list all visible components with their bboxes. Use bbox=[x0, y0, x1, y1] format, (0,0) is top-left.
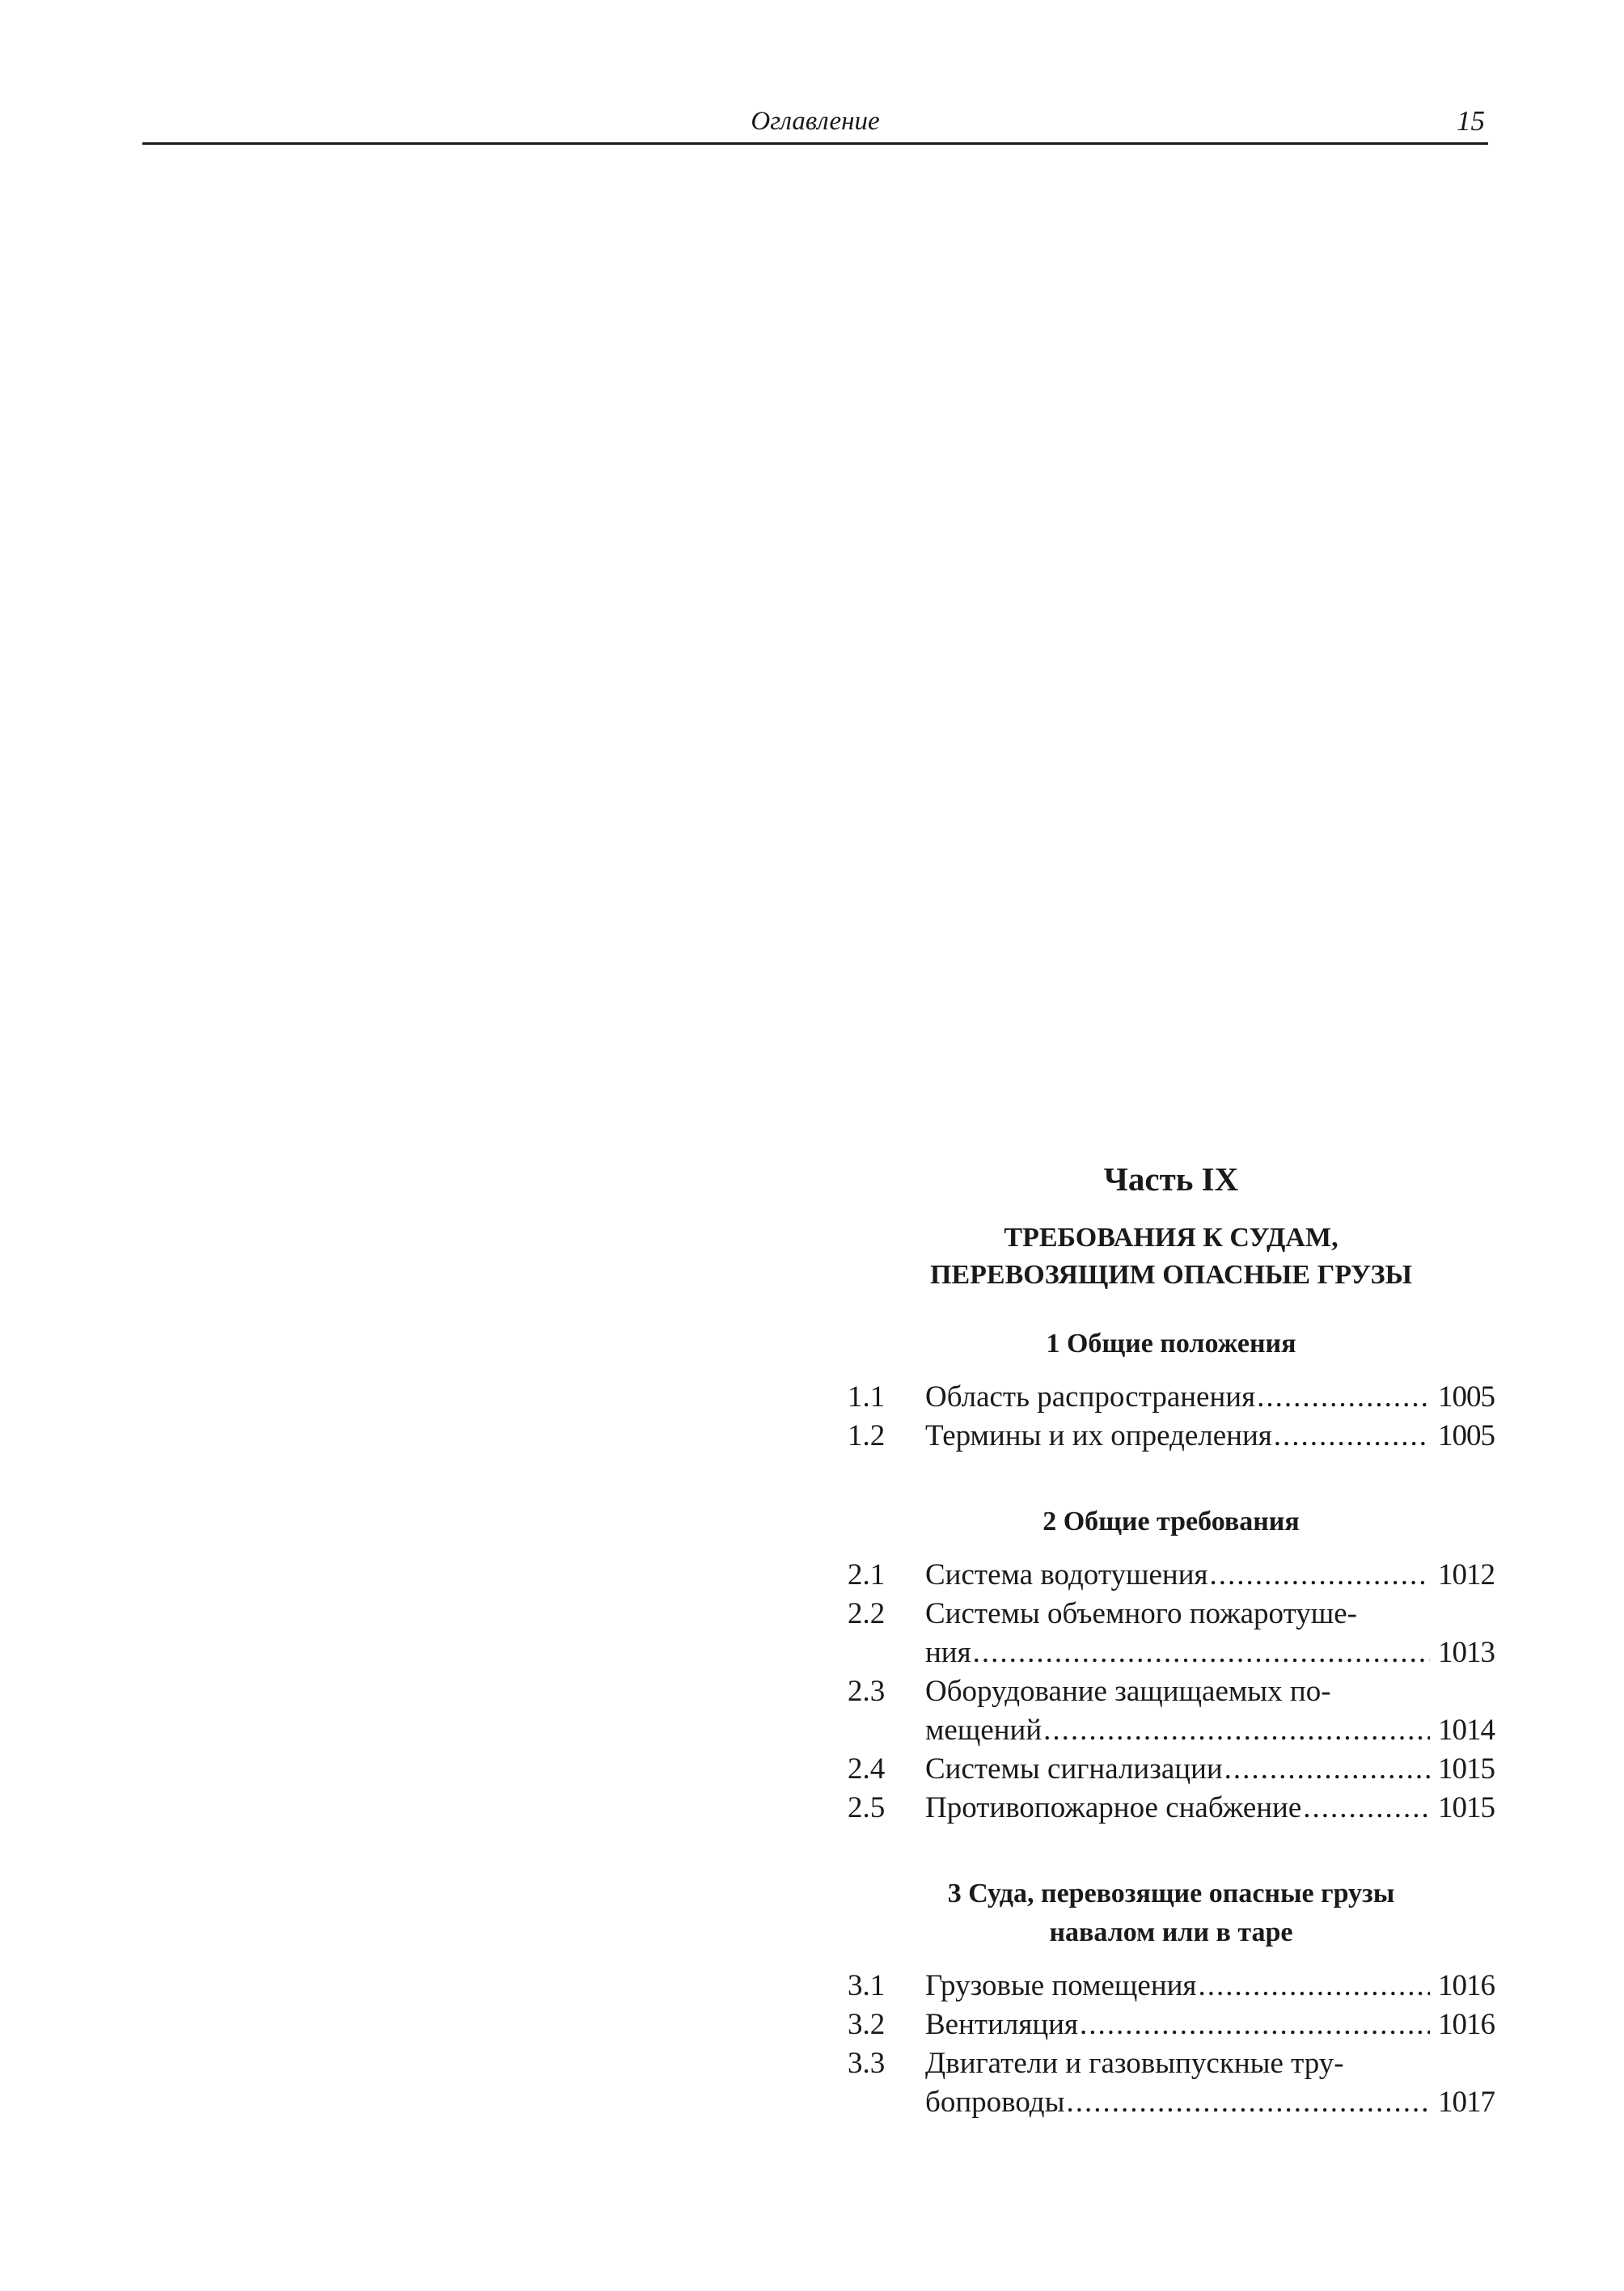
dot-leader bbox=[1224, 1750, 1430, 1789]
toc-entry-body bbox=[925, 1672, 1495, 1750]
dot-leader bbox=[973, 1634, 1430, 1672]
section-heading bbox=[848, 1503, 1495, 1541]
toc-entry-number: 2.1 bbox=[848, 1558, 886, 1591]
toc-entry-page: 1012 bbox=[1438, 1558, 1495, 1591]
toc-entry[interactable] bbox=[848, 1967, 1495, 2006]
toc-entry[interactable] bbox=[848, 1750, 1495, 1789]
toc-entry-line bbox=[925, 1789, 1495, 1828]
part-title: Часть IX bbox=[1103, 1160, 1239, 1198]
toc-entry[interactable] bbox=[848, 1595, 1495, 1672]
toc-entry-line bbox=[925, 1595, 1495, 1634]
toc-entry-line bbox=[925, 1556, 1495, 1595]
toc-entry-number: 3.2 bbox=[848, 2008, 886, 2041]
toc-entry-body bbox=[925, 1789, 1495, 1828]
dot-leader bbox=[1274, 1417, 1430, 1456]
section-heading bbox=[848, 1325, 1495, 1363]
toc-entry-list bbox=[848, 1967, 1495, 2122]
toc-entry-number: 2.4 bbox=[848, 1752, 886, 1786]
toc-entry-title: Вентиляция bbox=[925, 2008, 1078, 2041]
dot-leader bbox=[1303, 1789, 1430, 1828]
toc-entry[interactable] bbox=[848, 1672, 1495, 1750]
toc-entry-body bbox=[925, 1417, 1495, 1456]
toc-entry-page: 1005 bbox=[1438, 1419, 1495, 1452]
toc-entry-line bbox=[925, 1417, 1495, 1456]
toc-entry-line bbox=[925, 1750, 1495, 1789]
toc-entry-title: Оборудование защищаемых по- bbox=[925, 1675, 1331, 1708]
toc-entry[interactable] bbox=[848, 1417, 1495, 1456]
toc-entry-title: Область распространения bbox=[925, 1380, 1256, 1414]
toc-entry-body bbox=[925, 2044, 1495, 2122]
toc-entry[interactable] bbox=[848, 1789, 1495, 1828]
toc-entry-page: 1016 bbox=[1438, 1969, 1495, 2002]
toc-entry-number: 1.1 bbox=[848, 1380, 886, 1414]
toc-sections bbox=[848, 1325, 1495, 2122]
toc-entry-number: 2.2 bbox=[848, 1597, 886, 1630]
toc-entry-title: Системы сигнализации bbox=[925, 1752, 1223, 1786]
toc-entry-line bbox=[925, 1378, 1495, 1417]
toc-entry-body bbox=[925, 1750, 1495, 1789]
toc-entry-body bbox=[925, 1967, 1495, 2006]
toc-entry-line bbox=[925, 2044, 1495, 2083]
table-of-contents bbox=[848, 1158, 1495, 2169]
toc-entry-number: 3.3 bbox=[848, 2047, 886, 2080]
toc-entry-body bbox=[925, 2006, 1495, 2044]
toc-entry-page: 1015 bbox=[1438, 1791, 1495, 1824]
toc-entry[interactable] bbox=[848, 1378, 1495, 1417]
toc-entry-title: Система водотушения bbox=[925, 1558, 1208, 1591]
toc-entry-title: Грузовые помещения bbox=[925, 1969, 1197, 2002]
part-subtitle bbox=[848, 1219, 1495, 1294]
toc-entry-line bbox=[925, 2006, 1495, 2044]
section-heading-line: 1 Общие положения bbox=[1046, 1329, 1296, 1359]
toc-entry-line bbox=[925, 2083, 1495, 2122]
toc-entry[interactable] bbox=[848, 2006, 1495, 2044]
toc-entry-title: Противопожарное снабжение bbox=[925, 1791, 1302, 1824]
toc-entry[interactable] bbox=[848, 2044, 1495, 2122]
section-heading-line: 3 Суда, перевозящие опасные грузы bbox=[947, 1879, 1395, 1908]
section-heading-line: 2 Общие требования bbox=[1042, 1507, 1300, 1536]
toc-entry-page: 1015 bbox=[1438, 1752, 1495, 1786]
running-title: Оглавление bbox=[751, 107, 880, 136]
toc-entry-line bbox=[925, 1672, 1495, 1711]
toc-entry-title: Двигатели и газовыпускные тру- bbox=[925, 2047, 1344, 2080]
toc-entry-body bbox=[925, 1556, 1495, 1595]
toc-entry-title: бопроводы bbox=[925, 2086, 1065, 2119]
toc-entry-title: мещений bbox=[925, 1714, 1042, 1747]
toc-entry-body bbox=[925, 1595, 1495, 1672]
toc-entry-line bbox=[925, 1711, 1495, 1750]
toc-entry-line bbox=[925, 1967, 1495, 2006]
dot-leader bbox=[1066, 2083, 1430, 2122]
part-subtitle-line: ПЕРЕВОЗЯЩИМ ОПАСНЫЕ ГРУЗЫ bbox=[930, 1260, 1412, 1290]
toc-entry-number: 2.5 bbox=[848, 1791, 886, 1824]
toc-entry-list bbox=[848, 1556, 1495, 1828]
dot-leader bbox=[1257, 1378, 1430, 1417]
dot-leader bbox=[1043, 1711, 1430, 1750]
dot-leader bbox=[1210, 1556, 1430, 1595]
running-header bbox=[142, 104, 1488, 145]
toc-entry-page: 1016 bbox=[1438, 2008, 1495, 2041]
toc-entry-body bbox=[925, 1378, 1495, 1417]
dot-leader bbox=[1198, 1967, 1430, 2006]
toc-entry-page: 1005 bbox=[1438, 1380, 1495, 1414]
toc-entry-title: Системы объемного пожаротуше- bbox=[925, 1597, 1357, 1630]
page-number: 15 bbox=[1457, 105, 1485, 137]
section-heading bbox=[848, 1875, 1495, 1952]
toc-entry-page: 1014 bbox=[1438, 1714, 1495, 1747]
toc-entry-list bbox=[848, 1378, 1495, 1456]
toc-entry[interactable] bbox=[848, 1556, 1495, 1595]
toc-entry-page: 1013 bbox=[1438, 1636, 1495, 1669]
toc-entry-title: Термины и их определения bbox=[925, 1419, 1272, 1452]
toc-entry-number: 1.2 bbox=[848, 1419, 886, 1452]
section-heading-line: навалом или в таре bbox=[1049, 1917, 1293, 1947]
dot-leader bbox=[1080, 2006, 1430, 2044]
toc-entry-line bbox=[925, 1634, 1495, 1672]
toc-entry-page: 1017 bbox=[1438, 2086, 1495, 2119]
toc-entry-number: 2.3 bbox=[848, 1675, 886, 1708]
part-subtitle-line: ТРЕБОВАНИЯ К СУДАМ, bbox=[1004, 1223, 1339, 1253]
toc-entry-title: ния bbox=[925, 1636, 971, 1669]
toc-entry-number: 3.1 bbox=[848, 1969, 886, 2002]
